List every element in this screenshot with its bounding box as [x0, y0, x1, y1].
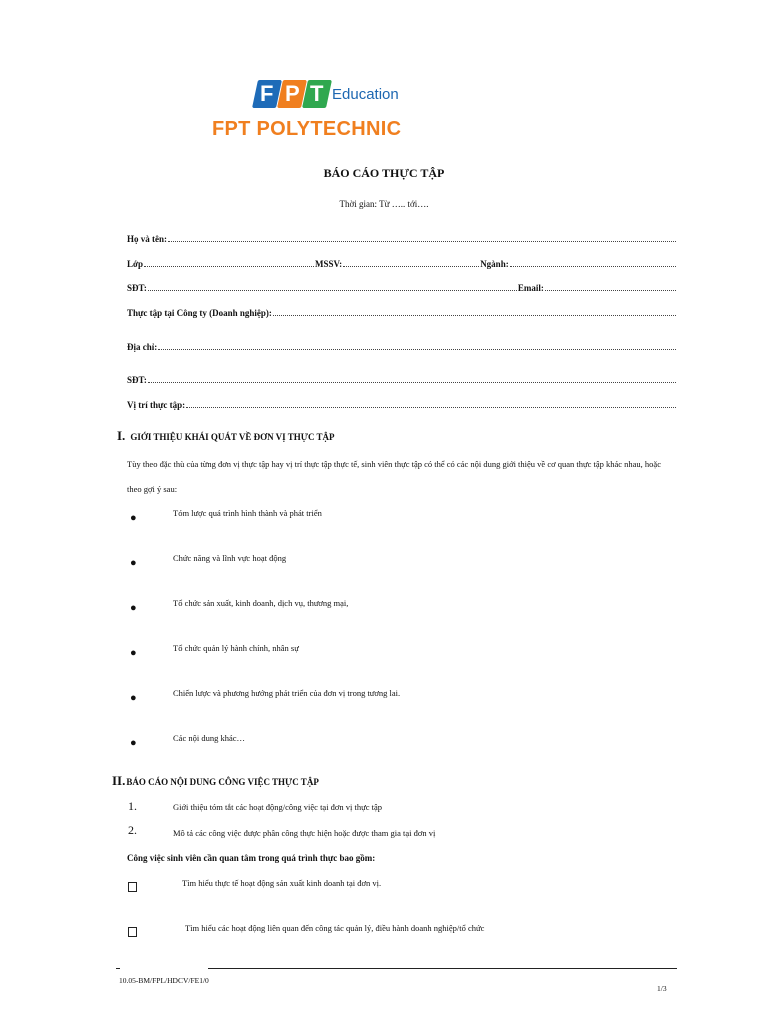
bullet-icon: ●: [130, 557, 137, 569]
checklist-item: Tìm hiểu thực tế hoạt động sản xuất kinh doanh tại đơn vị.: [182, 878, 382, 888]
field-phone-label: SĐT:: [127, 283, 147, 293]
logo-tile-f: F: [252, 80, 282, 108]
bullet-icon: ●: [130, 647, 137, 659]
bullet-icon: ●: [130, 602, 137, 614]
field-company-phone-line[interactable]: [148, 381, 676, 383]
field-company-row: [127, 304, 677, 318]
field-company-phone-row: [127, 371, 677, 385]
field-company-line[interactable]: [273, 314, 676, 316]
field-position-label: Vị trí thực tập:: [127, 400, 186, 410]
list-item: Chiến lược và phương hướng phát triển của đơn vị trong tương lai.: [173, 688, 401, 698]
field-address-label: Địa chỉ:: [127, 342, 158, 352]
section-1-intro-line-2: theo gợi ý sau:: [127, 484, 178, 494]
field-class-label: Lớp: [127, 259, 143, 269]
field-name-row: [127, 230, 677, 244]
field-position-line[interactable]: [186, 406, 676, 408]
report-period: Thời gian: Từ ….. tới….: [339, 199, 429, 209]
checklist-item: Tìm hiểu các hoạt động liên quan đến công tác quản lý, điều hành doanh nghiệp/tổ chức: [185, 923, 485, 933]
checkbox-icon: [128, 927, 137, 937]
field-position-row: [127, 396, 677, 410]
document-code: 10.05-BM/FPL/HDCV/FE1/0: [119, 976, 209, 985]
fpt-logo: [255, 80, 331, 110]
numbered-item-marker: 1.: [128, 799, 137, 813]
section-1-number: I.: [117, 428, 126, 443]
section-1-heading: [117, 428, 335, 444]
field-name-label: Họ và tên:: [127, 234, 167, 244]
section-1-intro-line-1: Tùy theo đặc thù của từng đơn vị thực tập hay vị trí thực tập thực tế, sinh viên thực tập có thể có các nội dung giới thiệu về cơ quan thực tập khác nhau, hoặc: [127, 459, 661, 469]
field-name-line[interactable]: [168, 240, 676, 242]
section-2-number: II.: [112, 773, 126, 788]
field-address-line[interactable]: [158, 348, 676, 350]
field-major-line[interactable]: [510, 265, 676, 267]
field-email-label: Email:: [517, 283, 544, 293]
section-1-title: GIỚI THIỆU KHÁI QUÁT VỀ ĐƠN VỊ THỰC TẬP: [130, 432, 335, 442]
list-item: Tóm lược quá trình hình thành và phát triển: [173, 508, 322, 518]
field-address-row: [127, 338, 677, 352]
logo-polytechnic-text: FPT POLYTECHNIC: [212, 118, 402, 140]
logo-tile-p: P: [277, 80, 307, 108]
logo-education-text: Education: [332, 86, 399, 103]
bullet-icon: ●: [130, 737, 137, 749]
numbered-item-text: Giới thiệu tóm tắt các hoạt động/công việc tại đơn vị thực tập: [173, 802, 383, 812]
section-2-note: Công việc sinh viên cần quan tâm trong quá trình thực bao gồm:: [127, 853, 376, 863]
footer-divider: [208, 968, 677, 969]
checkbox-icon: [128, 882, 137, 892]
field-email-line[interactable]: [545, 289, 676, 291]
logo-tile-t: T: [302, 80, 332, 108]
list-item: Tổ chức sản xuất, kinh doanh, dịch vụ, thương mại,: [173, 598, 349, 608]
numbered-item-text: Mô tả các công việc được phân công thực hiện hoặc được tham gia tại đơn vị: [173, 828, 436, 838]
numbered-item-marker: 2.: [128, 823, 137, 837]
field-major-label: Ngành:: [480, 259, 509, 269]
report-title: BÁO CÁO THỰC TẬP: [323, 166, 445, 180]
field-class-row: [127, 255, 677, 269]
list-item: Các nội dung khác…: [173, 733, 245, 743]
page-number: 1/3: [657, 984, 667, 993]
footer-tick: [116, 968, 120, 969]
field-phone-line[interactable]: [148, 289, 517, 291]
field-phone-row: [127, 279, 677, 293]
list-item: Tổ chức quản lý hành chính, nhân sự: [173, 643, 299, 653]
bullet-icon: ●: [130, 512, 137, 524]
field-company-phone-label: SĐT:: [127, 375, 147, 385]
field-mssv-line[interactable]: [343, 265, 479, 267]
list-item: Chức năng và lĩnh vực hoạt động: [173, 553, 287, 563]
bullet-icon: ●: [130, 692, 137, 704]
field-mssv-label: MSSV:: [315, 259, 343, 269]
section-2-title: BÁO CÁO NỘI DUNG CÔNG VIỆC THỰC TẬP: [126, 777, 319, 787]
field-class-line[interactable]: [144, 265, 314, 267]
section-2-heading: [112, 773, 319, 789]
field-company-label: Thực tập tại Công ty (Doanh nghiệp):: [127, 308, 272, 318]
